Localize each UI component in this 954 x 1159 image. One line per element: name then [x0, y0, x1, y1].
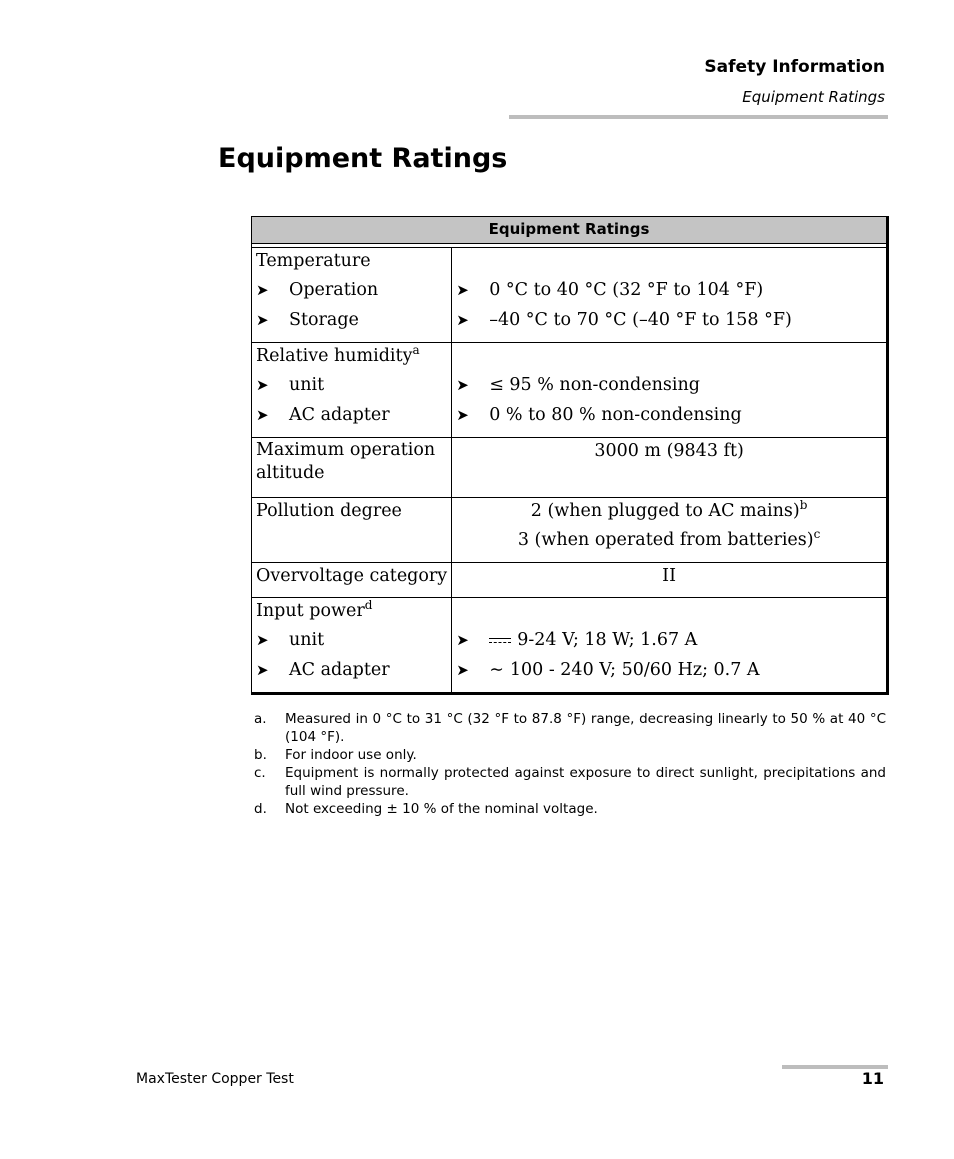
list-item [456, 278, 882, 308]
list-item [256, 373, 447, 403]
row-label: Temperature [256, 251, 371, 271]
row-value-cell [452, 438, 886, 498]
footnote [254, 764, 886, 800]
footnote-ref: b [799, 498, 808, 513]
row-value-cell [452, 563, 886, 598]
list-item [256, 308, 447, 338]
arrow-bullet-icon: ➤ [256, 311, 269, 329]
list-item [456, 628, 882, 658]
header-subsection-title: Equipment Ratings [742, 88, 885, 106]
row-value: II [662, 566, 676, 586]
item-value: 0 °C to 40 °C (32 °F to 104 °F) [489, 280, 764, 300]
list-item [456, 373, 882, 403]
row-value: 3 (when operated from batteries) [517, 530, 814, 550]
footnotes [254, 710, 886, 818]
arrow-bullet-icon: ➤ [256, 281, 269, 299]
list-item [456, 308, 882, 338]
arrow-bullet-icon: ➤ [256, 631, 269, 649]
table-row-pollution [252, 498, 886, 563]
footer-title: MaxTester Copper Test [136, 1071, 294, 1087]
arrow-bullet-icon: ➤ [256, 661, 269, 679]
item-name: unit [289, 375, 325, 395]
list-item [456, 658, 882, 688]
header-section-title: Safety Information [704, 57, 885, 77]
footnote [254, 800, 886, 818]
ratings-grid [252, 248, 886, 692]
arrow-bullet-icon: ➤ [456, 311, 469, 329]
arrow-bullet-icon: ➤ [456, 631, 469, 649]
row-value-cell [452, 498, 886, 563]
item-name: unit [289, 630, 325, 650]
list-item [456, 403, 882, 433]
dc-symbol-icon [489, 636, 511, 646]
item-name: Operation [289, 280, 379, 300]
list-item [256, 403, 447, 433]
footnote-mark: d. [254, 801, 267, 817]
arrow-bullet-icon: ➤ [256, 376, 269, 394]
row-value-cell [452, 248, 886, 343]
arrow-bullet-icon: ➤ [256, 406, 269, 424]
arrow-bullet-icon: ➤ [456, 661, 469, 679]
footnote-mark: a. [254, 711, 267, 727]
table-row-altitude [252, 438, 886, 498]
row-label-cell [252, 248, 452, 343]
table-row-input-power [252, 598, 886, 693]
arrow-bullet-icon: ➤ [456, 376, 469, 394]
footnote-mark: b. [254, 747, 267, 763]
footnote-mark: c. [254, 765, 266, 781]
row-value: 2 (when plugged to AC mains) [530, 501, 800, 521]
footnote-text: Not exceeding ± 10 % of the nominal voltage. [285, 801, 598, 817]
item-value: ≤ 95 % non-condensing [489, 375, 700, 395]
footnote-text: Measured in 0 °C to 31 °C (32 °F to 87.8 °F) range, decreasing linearly to 50 % at 40 °C (104 °F). [285, 711, 886, 745]
row-label-cell [252, 563, 452, 598]
page-number: 11 [861, 1069, 884, 1088]
footnote-text: For indoor use only. [285, 747, 417, 763]
footnote-text: Equipment is normally protected against exposure to direct sunlight, precipitations and full wind pressure. [285, 765, 886, 799]
row-value-cell [452, 598, 886, 693]
row-value-cell [452, 343, 886, 438]
footnote [254, 746, 886, 764]
header-rule [509, 115, 888, 119]
row-label: Input power [256, 601, 365, 621]
table-row-overvoltage [252, 563, 886, 598]
list-item [256, 278, 447, 308]
row-label-cell [252, 438, 452, 498]
item-name: AC adapter [289, 405, 390, 425]
row-label: Pollution degree [256, 501, 402, 521]
ac-symbol-icon: ∼ [489, 660, 504, 680]
footnote [254, 710, 886, 746]
item-value: 0 % to 80 % non-condensing [489, 405, 742, 425]
arrow-bullet-icon: ➤ [456, 281, 469, 299]
row-label-cell [252, 598, 452, 693]
table-heading: Equipment Ratings [252, 217, 886, 244]
arrow-bullet-icon: ➤ [456, 406, 469, 424]
footnote-ref: a [412, 343, 420, 358]
footnote-ref: c [813, 527, 821, 542]
list-item [256, 628, 447, 658]
item-name: Storage [289, 310, 359, 330]
row-label: Maximum operation altitude [256, 440, 436, 483]
item-name: AC adapter [289, 660, 390, 680]
item-value: 9-24 V; 18 W; 1.67 A [517, 630, 698, 650]
list-item [256, 658, 447, 688]
page-title: Equipment Ratings [218, 143, 508, 174]
row-label: Relative humidity [256, 346, 413, 366]
row-label-cell [252, 498, 452, 563]
table-row-temperature [252, 248, 886, 343]
item-value: –40 °C to 70 °C (–40 °F to 158 °F) [489, 310, 792, 330]
table-row-humidity [252, 343, 886, 438]
row-label-cell [252, 343, 452, 438]
footnote-ref: d [364, 598, 373, 613]
row-value: 3000 m (9843 ft) [594, 441, 744, 461]
item-value: 100 - 240 V; 50/60 Hz; 0.7 A [509, 660, 760, 680]
equipment-ratings-table [251, 216, 889, 695]
row-label: Overvoltage category [256, 566, 448, 586]
